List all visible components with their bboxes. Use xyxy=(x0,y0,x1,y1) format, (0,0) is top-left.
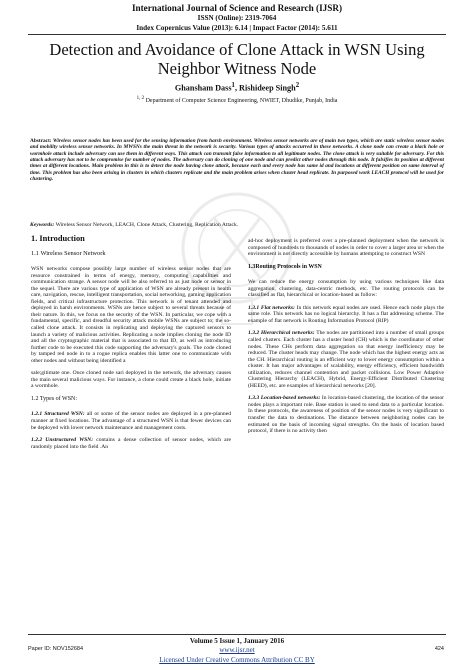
paragraph xyxy=(248,305,444,325)
paragraph: ad-hoc deployment is preferred over a pre-planned deployment when the network is composed of hundreds to thousands of nodes in order to cover a larger area or when the environment is not directly accessible by humans attempting to construct WSN xyxy=(248,238,444,258)
paragraph: sale;gitimate one. Once cloned node sari deployed in the network, the adversary causes the main several malicious ways. For instance, a clone could create a black hole, initiate a wormhole. xyxy=(31,370,231,390)
paragraph-text: all or some of the sensor nodes are deployed in a pre-planned manner at fixed locations. The advantage of a structured WSN is that fewer devices can be deployed with lower network maintenance and management costs. xyxy=(31,411,231,431)
abstract-label: Abstract: xyxy=(30,138,52,144)
footer-volume: Volume 5 Issue 1, January 2016 xyxy=(189,637,285,645)
author-1: Ghansham Dass xyxy=(174,83,232,93)
subsection-heading-routing: 1.3Routing Protocols in WSN xyxy=(248,263,322,270)
footer-license-link[interactable]: Licensed Under Creative Commons Attribution CC BY xyxy=(159,656,315,664)
header-rule xyxy=(28,34,446,35)
term-structured-wsn: 1.2.1 Structured WSN: xyxy=(31,411,85,418)
author-2-sup: 2 xyxy=(295,82,300,89)
footer-journal-link[interactable]: www.ijsr.net xyxy=(219,646,255,654)
affiliation-sup: 1, 2 xyxy=(136,96,145,101)
footer-paper-id: Paper ID: NOV152684 xyxy=(28,646,84,652)
paragraph xyxy=(248,395,444,434)
keywords-label: Keywords: xyxy=(30,222,55,228)
authors xyxy=(0,82,474,93)
abstract-text: Wireless sensor nodes has been used for the sensing information from harsh environment. Wireless sensor networks are of main two types, which are static wireless sensor nodes and mobility wireless sensor networks. In MWSNs the main threat in the network is security. Various types of attacks occurred in these networks. A clone node can create a black hole or wormhole attack include adversary can use them in different ways. This attack can transmit false information to all legitimate nodes. The clone attack is very suitable for adversary. For this attack adversary has not to be compromise for number of nodes. The adversary can do cloning of one node and can predict other nodes through this node. It falsifies its position at different times at different locations. Main problem in this is to detect the node having clone attack, because each and every node has same id and locations at different position on same interval of time. This problem has also been arising in clusters in which clusters replicate and the main problem arises when cluster head replicate. In purposed work LEACH protocol will be used for clustering. xyxy=(30,138,444,183)
affiliation xyxy=(0,96,474,104)
term-location-based-networks: 1.3.3 Location-based networks: xyxy=(248,395,321,402)
paragraph xyxy=(248,330,444,389)
paper-title: Detection and Avoidance of Clone Attack in WSN Using Neighbor Witness Node xyxy=(49,40,425,78)
term-flat-networks: 1.3.1 Flat networks: xyxy=(248,304,295,311)
affiliation-text: Department of Computer Science Engineering, NWIET, Dhudike, Punjab, India xyxy=(145,98,338,104)
paragraph xyxy=(31,411,231,431)
abstract xyxy=(30,138,444,182)
keywords-text: Wireless Sensor Network, LEACH, Clone Attack, Clustering, Replication Attack. xyxy=(55,222,239,228)
author-separator: , xyxy=(234,83,240,93)
journal-name: International Journal of Science and Research (IJSR) xyxy=(131,3,343,13)
footer-page-number: 424 xyxy=(434,646,444,652)
subsection-heading-types: 1.2 Types of WSN: xyxy=(31,395,78,402)
subsection-heading-wsn: 1.1 Wireless Sensor Network xyxy=(31,249,106,257)
journal-issn: ISSN (Online): 2319-7064 xyxy=(197,14,277,22)
paragraph xyxy=(31,437,231,450)
footer-rule xyxy=(28,634,446,635)
paragraph-text: The nodes are partitioned into a number of small groups called clusters. Each cluster has a cluster head (CH) which is the coordinator of other nodes. These CHs perform data aggregation so that energy inefficiency may be reduced. The cluster heads may change. The node which has the highest energy acts as the CH. Hierarchical routing is an efficient way to lower energy consumption within a cluster. It has major advantages of scalability, energy efficiency, efficient bandwidth utilization, reduces channel contention and packet collisions. Low Power Adaptive Clustering Hierarchy (LEACH), Hybrid, Energy-Efficient Distributed Clustering (HEED), etc. are examples of hierarchical networks [20]. xyxy=(248,330,444,389)
author-1-sup: 1 xyxy=(231,82,235,89)
left-column xyxy=(31,236,231,456)
term-unstructured-wsn: 1.2.2 Unstructured WSN: xyxy=(31,437,94,444)
paragraph: WSN networks compose possibly large number of wireless sensor nodes that are resource constrained in terms of energy, memory, computing capabilities and communication strange. A sensor node will be also referred to as just node or sensor in the sequel. There are various type of application of WSN are already present in health care, navigation, rescue, intelligent transportation, social networking, gaming application fields, and critical infrastructure protection. This network is of tenant attended and deployed in harsh environments. WSNs are hence subject to several threats because of their nature. In this, we focus on the security of the WSN. In particular, we cope with a fundamental, specific, and dreadful security attack mobile WSNs are subject to; the so-called clone attack. It consists in replicating and deploying the captured sensors to launch a variety of malicious activities. Replicating a node implies cloning the node ID and all the cryptographic material that is associated to that ID, as well as introducing further code to be executed this code supporting the adversary's goals. The code cloned by tamped red node in to a rogue replica enables this latter one to communicate with other nodes and without being identified a xyxy=(31,266,231,364)
author-2: Rishideep Singh xyxy=(239,83,296,93)
paragraph: We can reduce the energy consumption by using various techniques like data aggregation, clustering, data-centric methods, etc. The routing protocols can be classified as flat, hierarchical or location-based as follow: xyxy=(248,279,444,299)
paragraph-text: contains a dense collection of sensor nodes, which are randomly placed into the field .An xyxy=(31,437,231,450)
paragraph-text: In location-based clustering, the location of the sensor nodes plays a important role. Base station is used to send data to a particular location. In these protocols, the awareness of position of the sensor nodes is very significant to transfer the data to destinations. The distance between neighboring nodes can be estimated on the basis of incoming signal strengths. On the basis of location based protocol, if there is no activity then xyxy=(248,395,444,435)
section-heading-introduction: 1. Introduction xyxy=(31,234,85,243)
paragraph-text: In this network equal nodes are used. Hence each node plays the same role. This network has no logical hierarchy. It has a flat addressing scheme. The example of flat network is Routing Information Protocol (RIP) xyxy=(248,304,444,324)
term-hierarchical-networks: 1.3.2 Hierarchical networks: xyxy=(248,330,315,337)
journal-index: Index Copernicus Value (2013): 6.14 | Impact Factor (2014): 5.611 xyxy=(136,24,338,32)
right-column xyxy=(248,238,444,441)
